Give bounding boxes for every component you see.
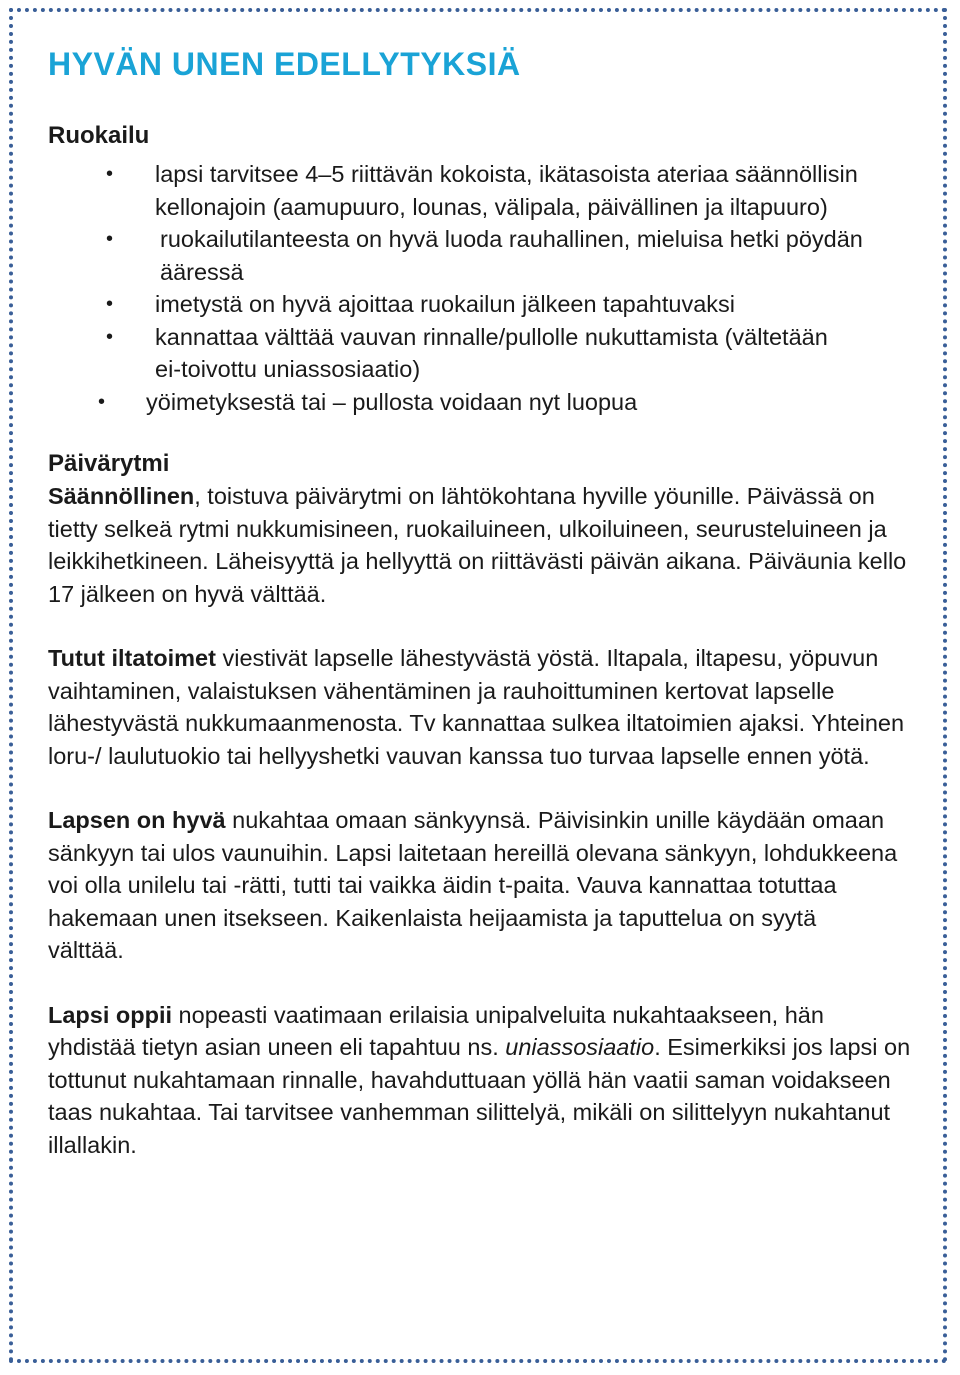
list-item [48,321,855,386]
list-item [48,223,905,288]
paragraph-oppii: Lapsi oppii nopeasti vaatimaan erilaisia unipalveluita nukahtaakseen, hän yhdistää tietyn asian uneen eli tapahtuu ns. uniassosiaatio. Esimerkiksi jos lapsi on tottunut nukahtamaan rinnalle, havahduttuaan yöllä hän vaatii saman voidakseen taas nukahtaa. Tai tarvitsee vanhemman silittelyä, mikäli on silittelyyn nukahtanut illallakin. [48,1001,911,1158]
list-item-text: yöimetyksestä tai – pullosta voidaan nyt luopua [146,388,638,415]
paragraph-sankky: Lapsen on hyvä nukahtaa omaan sänkyynsä. Päivisinkin unille käydään omaan sänkyyn tai ulos vaunuihin. Lapsi laitetaan hereillä olevana sänkyyn, lohdukkeena voi olla unilelu tai -rätti, tutti tai vaikka äidin t-paita. Vauva kannattaa totuttaa hakemaan unen itsekseen. Kaikenlaista heijaamista ja taputtelua on syytä välttää. [48,807,898,963]
list-item-text: lapsi tarvitsee 4–5 riittävän kokoista, ikätasoista ateriaa säännöllisin kellonajoin (aamupuuro, lounas, välipala, päivällinen ja iltapuuro) [155,161,858,220]
list-item [48,386,891,419]
bullet-icon: • [106,293,114,315]
paragraph-paivarytmi: Säännöllinen, toistuva päivärytmi on lähtökohtana hyville yöunille. Päivässä on tietty selkeä rytmi nukkumisineen, ruokailuineen, ulkoiluineen, seurusteluineen ja leikkihetkineen. Läheisyyttä ja hellyyttä on riittävästi päivän aikana. Päiväunia kello 17 jälkeen on hyvä välttää. [48,483,907,607]
list-item [48,158,900,223]
bold-lead: Lapsen on hyvä [48,807,226,833]
section-heading-ruokailu: Ruokailu [48,122,150,149]
bold-lead: Lapsi oppii [48,1001,173,1028]
section-heading-paivarytmi: Päivärytmi [48,450,170,477]
paragraph-iltatoimet: Tutut iltatoimet viestivät lapselle lähestyvästä yöstä. Iltapala, iltapesu, yöpuvun vaihtaminen, valaistuksen vähentäminen ja rauhoittuminen kertovat lapselle lähestyvästä nukkumaanmenosta. Tv kannattaa sulkea iltatoimien ajaksi. Yhteinen loru-/ laulutuokio tai hellyyshetki vauvan kanssa tuo turvaa lapselle ennen yötä. [48,645,905,769]
bullet-icon: • [106,228,114,250]
list-item-text: imetystä on hyvä ajoittaa ruokailun jälkeen tapahtuvaksi [155,291,736,317]
list-item-text: ruokailutilanteesta on hyvä luoda rauhallinen, mieluisa hetki pöydän ääressä [160,226,863,285]
page-content [48,40,918,1161]
ruokailu-list [48,158,918,418]
bullet-icon: • [98,390,106,413]
page-title: HYVÄN UNEN EDELLYTYKSIÄ [48,46,521,82]
list-item-text: kannattaa välttää vauvan rinnalle/pullolle nukuttamista (vältetään ei-toivottu uniassosiaatio) [155,323,828,382]
italic-term: uniassosiaatio [505,1034,655,1060]
list-item [48,288,900,321]
bullet-icon: • [106,325,114,348]
bold-lead: Tutut iltatoimet [48,645,216,671]
bullet-icon: • [106,163,114,185]
bold-lead: Säännöllinen [48,483,195,509]
